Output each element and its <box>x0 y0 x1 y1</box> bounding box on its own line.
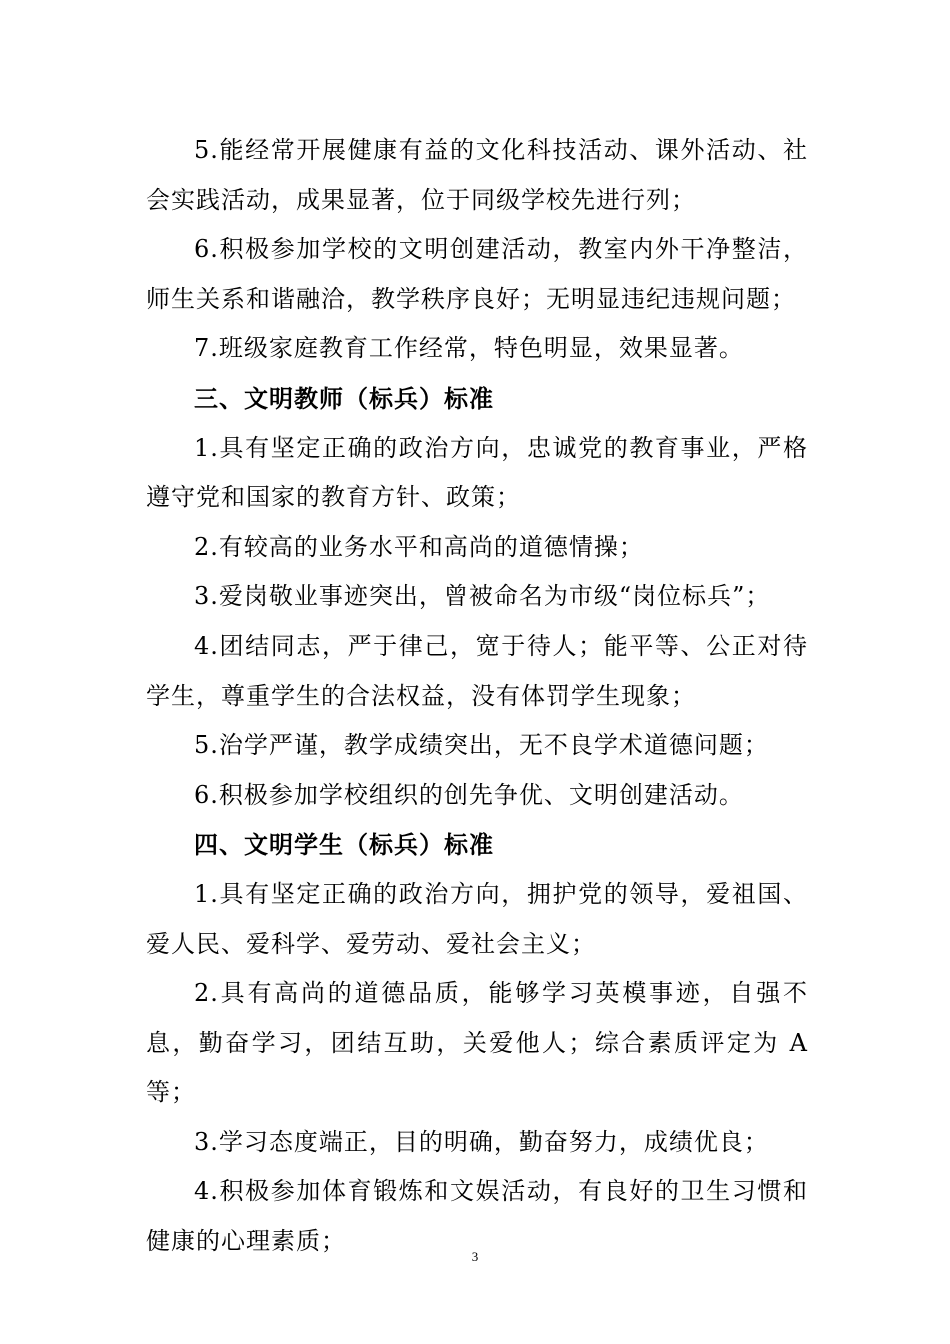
list-item: 4.团结同志，严于律己，宽于待人；能平等、公正对待学生，尊重学生的合法权益，没有体罚学生现象； <box>146 631 808 710</box>
document-body <box>146 126 808 1267</box>
list-item: 1.具有坚定正确的政治方向，忠诚党的教育事业，严格遵守党和国家的教育方针、政策； <box>146 433 808 512</box>
list-item: 5.治学严谨，教学成绩突出，无不良学术道德问题； <box>194 731 769 760</box>
list-item: 5.能经常开展健康有益的文化科技活动、课外活动、社会实践活动，成果显著，位于同级学校先进行列； <box>146 136 808 214</box>
list-item: 3.学习态度端正，目的明确，勤奋努力，成绩优良； <box>194 1127 769 1156</box>
list-item: 6.积极参加学校的文明创建活动，教室内外干净整洁，师生关系和谐融洽，教学秩序良好；无明显违纪违规问题； <box>146 235 808 313</box>
list-item: 7.班级家庭教育工作经常，特色明显，效果显著。 <box>194 334 744 363</box>
list-item: 4.积极参加体育锻炼和文娱活动，有良好的卫生习惯和健康的心理素质； <box>146 1177 808 1256</box>
page-number: 3 <box>471 1249 479 1264</box>
list-item: 1.具有坚定正确的政治方向，拥护党的领导，爱祖国、爱人民、爱科学、爱劳动、爱社会主义； <box>146 879 808 958</box>
list-item: 6.积极参加学校组织的创先争优、文明创建活动。 <box>194 780 744 809</box>
section-heading: 三、文明教师（标兵）标准 <box>194 383 494 413</box>
list-item: 2.有较高的业务水平和高尚的道德情操； <box>194 532 644 561</box>
list-item: 3.爱岗敬业事迹突出，曾被命名为市级“岗位标兵”； <box>194 582 771 611</box>
list-item: 2.具有高尚的道德品质，能够学习英模事迹，自强不息，勤奋学习，团结互助，关爱他人；综合素质评定为 A 等； <box>146 979 808 1107</box>
section-heading: 四、文明学生（标兵）标准 <box>194 830 494 860</box>
